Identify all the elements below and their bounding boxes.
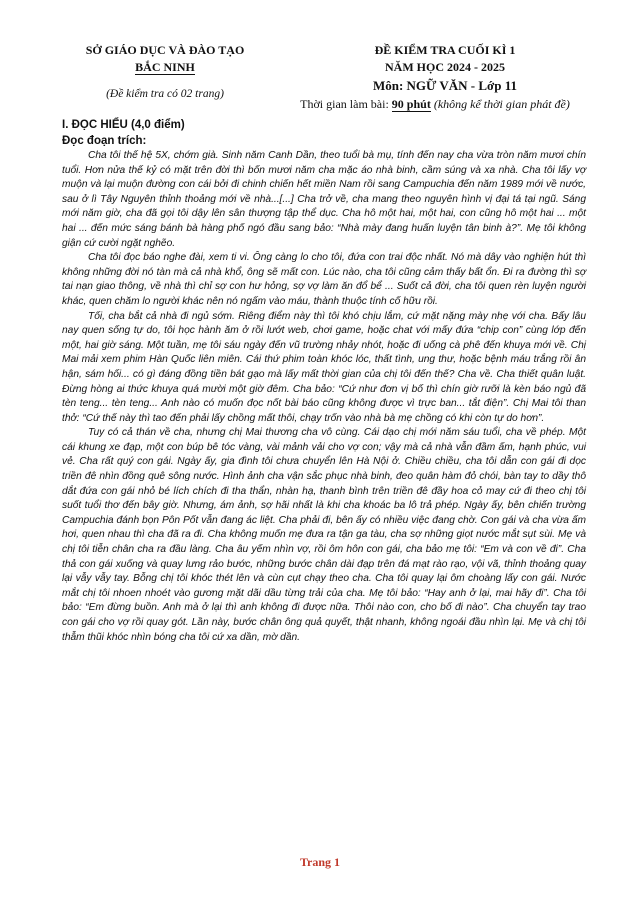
time-value: 90 phút	[391, 97, 431, 111]
time-note: (không kể thời gian phát đề)	[430, 97, 570, 111]
pages-note: (Đề kiểm tra có 02 trang)	[106, 88, 224, 100]
subject-line: Môn: NGỮ VĂN - Lớp 11	[372, 78, 518, 93]
department-name: SỞ GIÁO DỤC VÀ ĐÀO TẠO	[85, 43, 245, 57]
province-name	[60, 59, 270, 76]
province-name-text: BẮC NINH	[135, 60, 195, 74]
school-year: NĂM HỌC 2024 - 2025	[385, 60, 505, 74]
time-label: Thời gian làm bài:	[300, 97, 392, 111]
header-right	[275, 42, 615, 113]
time-line	[255, 95, 615, 113]
section-title: I. ĐỌC HIỂU (4,0 điểm)	[62, 119, 185, 131]
header-left	[60, 42, 270, 103]
excerpt-paragraph: Cha tôi đọc báo nghe đài, xem ti vi. Ông càng lo cho tôi, đứa con trai độc nhất. Nó mà dây vào nghiện hút thì không những đời nó tàn mà cả nhà khổ, ông sẽ mất con. Lúc nào, cha tôi cũng cảm thấy bất ổn. Đi ra đường thì sợ tai nạn giao thông, về nhà thì chỉ sợ con hư hỏng, sợ vợ làm ăn đổ bể ... Suốt cả đời, cha tôi quen rèn luyện người khác, quen chăm lo người khác nên nó ngấm vào máu, thành thuộc tính cố hữu rồi.	[62, 252, 586, 307]
page-number: Trang 1	[299, 855, 341, 869]
exam-title: ĐỀ KIỂM TRA CUỐI KÌ 1	[374, 43, 516, 57]
excerpt-paragraph: Tuy có cả thán về cha, nhưng chị Mai thương cha vô cùng. Cái dạo chị mới năm sáu tuổi, cha về phép. Một cái khung xe đạp, một con búp bê tóc vàng, vài mảnh vải cho vợ con; vậy mà cả nhà vẫn đầm ấm, hạnh phúc, vui vẻ. Cha rất quý con gái. Ngày ấy, gia đình tôi chưa chuyển lên Hà Nội ở. Chiều chiều, cha tôi dẫn con gái đi dọc triền đê nhìn đồng quê sông nước. Hình ảnh cha vận sắc phục nhà binh, đeo quân hàm đỏ chói, bàn tay to dầy thô dắt đứa con gái nhỏ bé lích chích đi tha thẩn, nhàn hạ, thanh bình trên triền đê đầy hoa cỏ may cứ đi theo chị tôi suốt tuổi thơ đến bây giờ. Nhưng, ám ảnh, sợ hãi nhất là khi cha khoác ba lô trả phép. Ngày ấy, bên chiến trường Campuchia đánh bọn Pôn Pốt vẫn đang ác liệt. Cha phải đi, bên ấy có nhiều việc đang chờ. Con gái và cha vừa ấm hơi, quen nhau thì cha đã ra đi. Cha không muốn mẹ đưa ra tận ga tàu, cha sợ những giọt nước mắt sụt sùi. Mẹ và chị tôi tiễn chân cha ra đầu làng. Cha âu yếm nhìn vợ, rồi ôm hôn con gái, cha bảo mẹ tôi: “Em và con về đi”. Cha thả con gái xuống và quay lưng rảo bước, những bước chân dài đạp trên đá mạt rào rạo, vội vã, thỉnh thoảng quay lại vẫy vẫy tay. Bỗng chị tôi khóc thét lên và cùn cụt chạy theo cha. Cha tôi quay lại ôm choàng lấy con gái. Nước mắt chị tôi nhoen nhoét vào gương mặt dãi dầu từng trải của cha. Mẹ tôi bảo: “Hay anh ở lại, mai hãy đi”. Cha tôi bảo: “Em đừng buồn. Anh mà ở lại thì anh không đi được nữa. Thôi nào con, cho bố đi nào”. Cha chuyển tay trao con gái cho vợ rồi quay gót. Lần này, bước chân ông quả quyết, thật nhanh, không ngoái đầu nhìn lại. Mẹ và chị tôi thẫm thũi khóc nhìn bóng cha tôi cứ xa dần, mờ dần.	[62, 427, 586, 643]
excerpt-label: Đọc đoạn trích:	[62, 135, 147, 147]
excerpt-paragraph: Cha tôi thế hệ 5X, chớm già. Sinh năm Canh Dần, theo tuổi bà mụ, tính đến nay cha vừa tròn năm mươi chín tuổi. Hơn nửa thế kỷ có mặt trên đời thì bốn mươi năm cha mặc áo nhà binh, cầm súng và xa nhà. Cha tôi lấy vợ muộn và lại muộn đường con cái bởi đi chinh chiến hết miền Nam rồi sang Campuchia đến năm 1989 mới về nước, sau ở lì Tây Nguyên thỉnh thoảng mới về nhà...[...] Cha trở về, cha mang theo nguyên hình vị đại tá tại ngũ. Sáng mới năm giờ, cha đã gọi tôi dậy lên sân thượng tập thể dục. Cha hô một hai, một hai, con cũng hô một hai ... một hai ... đến mức sáng bánh bà hàng phố ngó đầu sang bảo: “Nhà mày đang huấn luyện tân binh à?”. Mẹ tôi không giận cứ cười ngặt nghẽo.	[62, 150, 586, 249]
excerpt-paragraph: Tối, cha bắt cả nhà đi ngủ sớm. Riêng điểm này thì tôi khó chịu lắm, cứ mặt nặng mày nhẹ với cha. Bấy lâu nay quen sống tự do, tôi học hành ăm ở rồi lướt web, chơi game, hoặc chat với mấy đứa “chip con” cùng lớp đến một, hai giờ sáng. Một tuần, mẹ tôi sáu ngày đến vũ trường nhảy nhót, hoặc đi uống cà phê đến khuya mới về. Chị Mai mải xem phim Hàn Quốc liên miên. Cái thứ phim toàn khóc lóc, thất tình, ung thư, hoặc bệnh máu trắng rồi ân hận, sám hối... có gì đáng đồng tiền bát gạo mà lấy mất thời gian của chị tôi đến thế? Cha về. Cha thiết quân luật. Đừng hòng ai thức khuya quá mười một giờ đêm. Cha bảo: “Cứ như đơn vị bố thì chín giờ rưỡi là kèn báo ngủ đã tèn teng... tèn teng... Anh nào có muốn đọc nốt bài báo cũng không được vì trực ban... tắt điện”. Chị Mai tôi than thở: “Cứ thế này thì tao đến phải lấy chồng mất thôi, chạy trốn vào nhà bà mẹ chồng có khi còn tự do hơn”.	[62, 310, 586, 424]
reading-section	[62, 117, 586, 645]
